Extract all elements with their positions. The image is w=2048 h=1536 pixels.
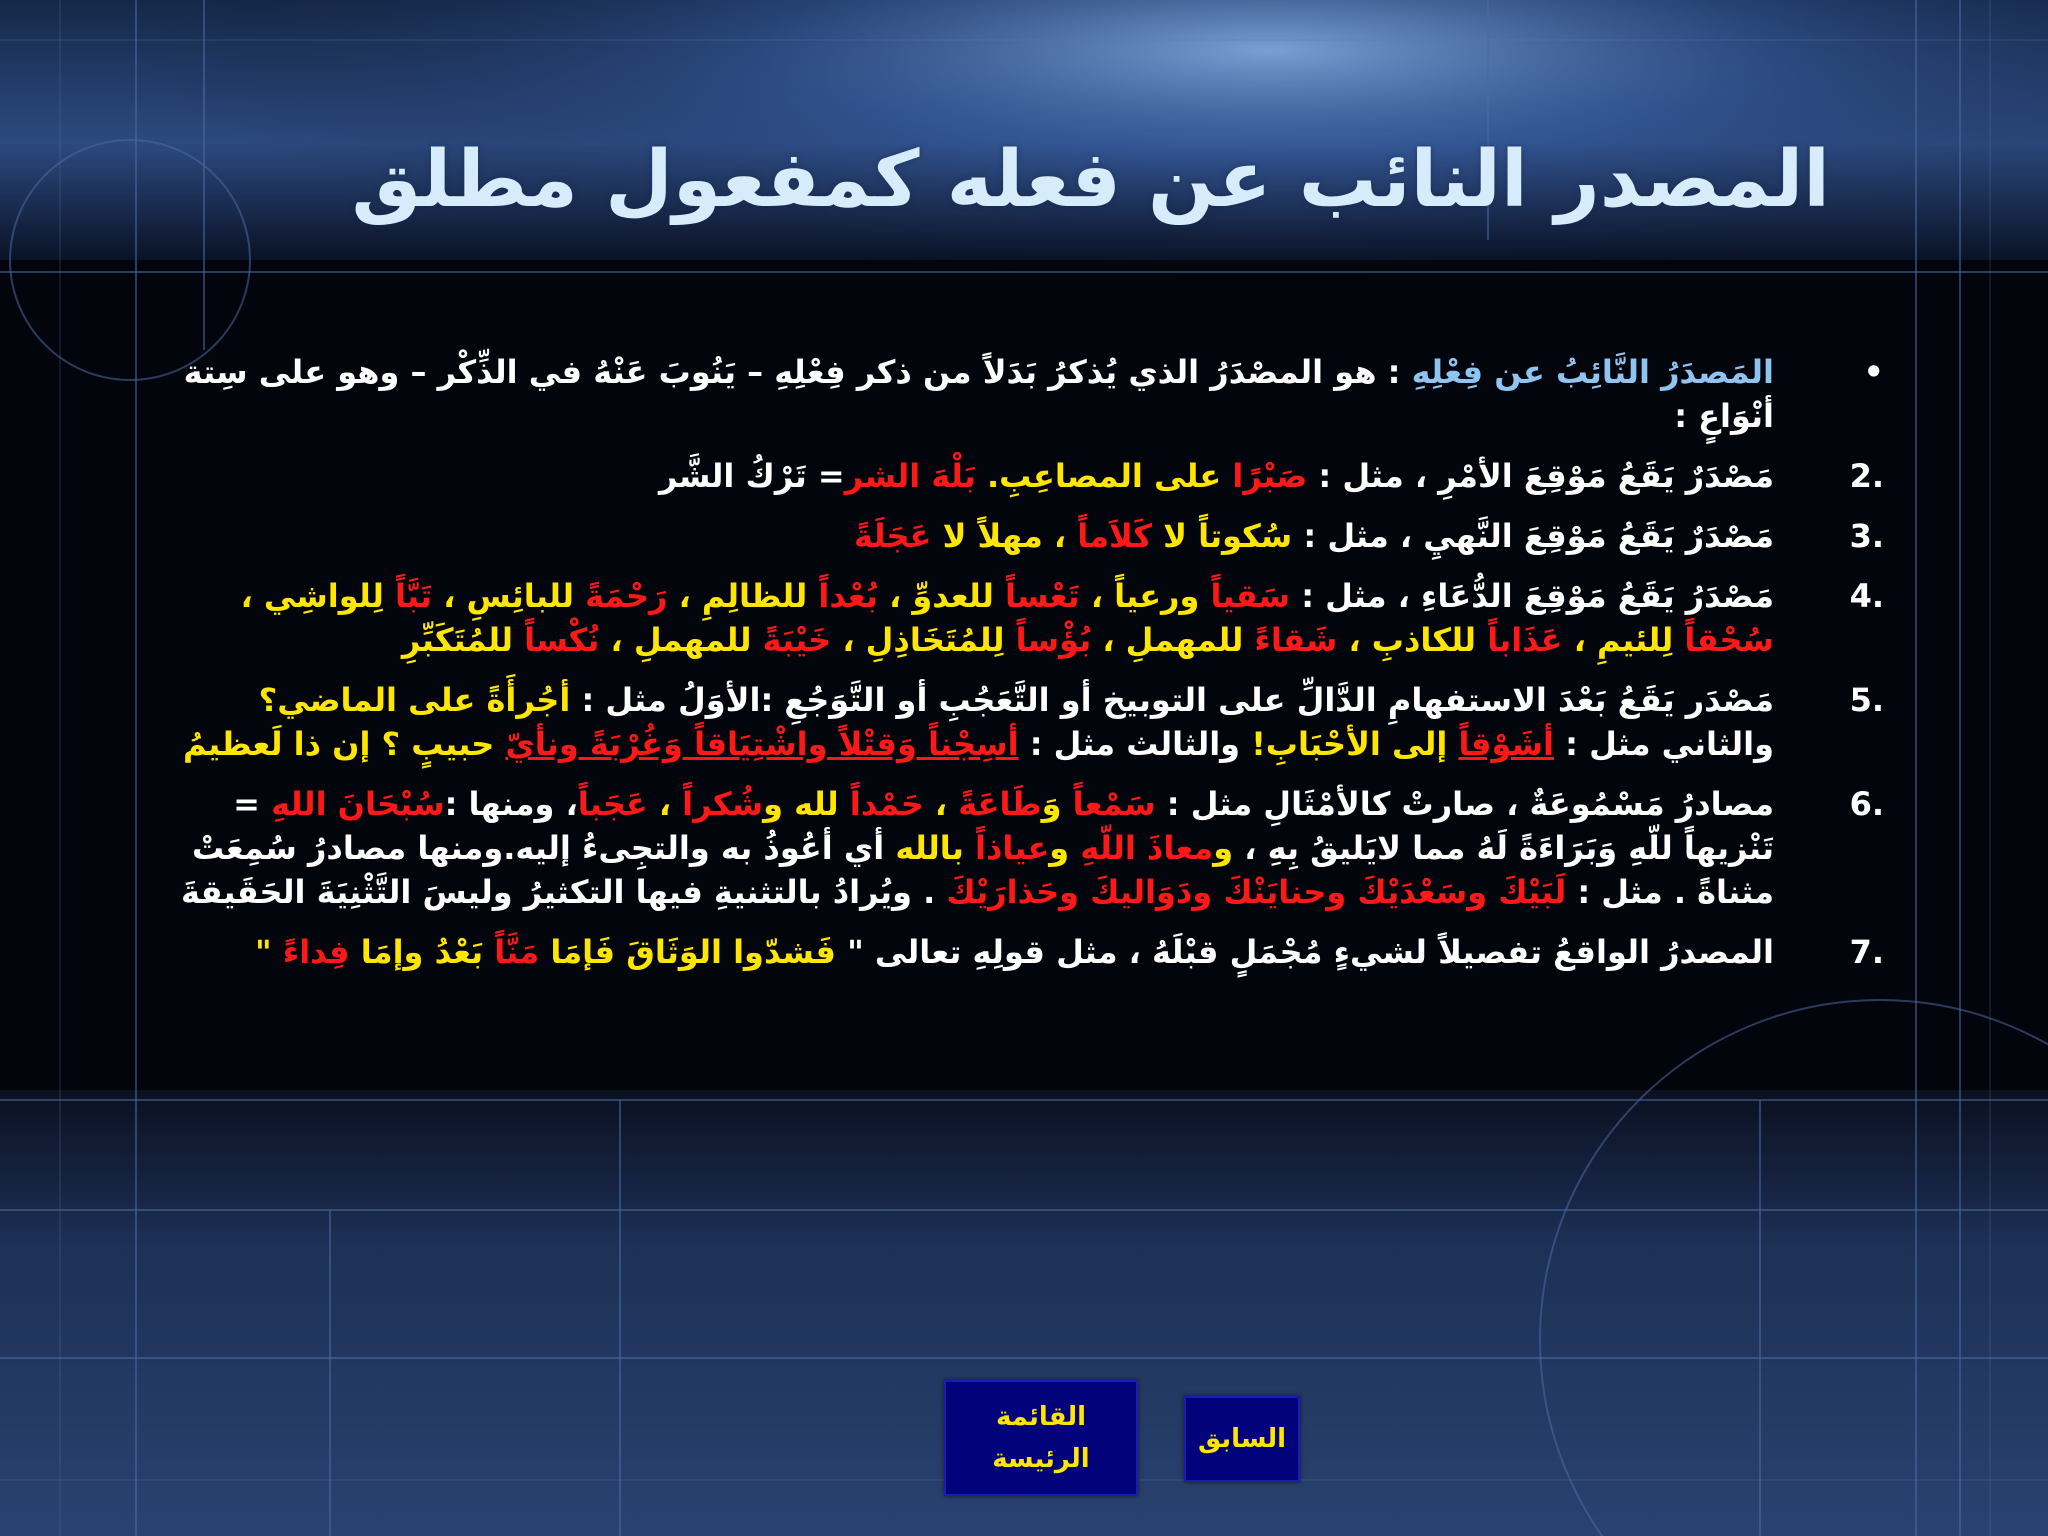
text-segment: بَعْدُ وإمَا (349, 933, 484, 971)
text-segment: طَاعَةً (947, 785, 1042, 823)
text-segment: فَشدّوا الوَثَاقَ فَإمَا (539, 933, 836, 971)
text-segment: إلى الأحْبَابِ! (1240, 725, 1459, 763)
text-segment: سُحْقاً (1673, 621, 1774, 659)
text-segment: سَقياً (1199, 577, 1291, 615)
list-item-text (140, 930, 1814, 974)
text-segment: و (1213, 829, 1234, 867)
text-segment: حَمْداً (838, 785, 924, 823)
text-segment: بُؤْساً (1004, 621, 1092, 659)
text-segment: وَ (1041, 785, 1062, 823)
text-segment: للعدوِّ ، (877, 577, 994, 615)
list-item (140, 930, 1890, 974)
text-segment: حبيبٍ ؟ إن ذا لَعظيمُ (183, 725, 506, 763)
text-segment: مَنَّاً (483, 933, 540, 971)
text-segment: بالله (884, 829, 964, 867)
text-segment: لِلئيمِ ، (1562, 621, 1674, 659)
text-segment: لله و (763, 785, 839, 823)
text-segment: للمهملِ ، (1091, 621, 1244, 659)
text-segment: = تَرْكُ الشَّر (658, 457, 845, 495)
text-segment: معاذَ اللّهِ (1069, 829, 1214, 867)
text-segment: ، (647, 785, 672, 823)
text-segment: لِلمُتَخَاذِلِ ، (831, 621, 1005, 659)
text-segment: على المصاعِبِ. (975, 457, 1222, 495)
list-item (140, 678, 1890, 766)
text-segment: شَقاءً (1243, 621, 1338, 659)
text-segment: المصدرُ الواقعُ تفصيلاً لشيءٍ مُجْمَلٍ قبْلَهُ ، مثل قولِهِ تعالى " (835, 933, 1774, 971)
list-marker: .6 (1849, 785, 1884, 823)
text-segment: صَبْرًا (1221, 457, 1308, 495)
slide-title: المصدر النائب عن فعله كمفعول مطلق (351, 135, 1830, 225)
list-item (140, 350, 1890, 438)
text-segment: فِداءً (271, 933, 350, 971)
list-marker: • (1863, 353, 1884, 391)
text-segment: ، مهلاً لا (931, 517, 1067, 555)
text-segment: المَصدَرُ النَّائِبُ عن فِعْلِهِ (1400, 353, 1774, 391)
text-segment: عياذاً (963, 829, 1050, 867)
text-segment: = تَنْزيهاً للّهِ وَبَرَاءَةً لَهُ مما لايَليقُ بِهِ ، (233, 785, 1774, 867)
text-segment: لِلواشِي ، (240, 577, 384, 615)
list-item-text (140, 782, 1814, 914)
text-segment: للظالِمِ ، (667, 577, 808, 615)
list-item-text (140, 350, 1814, 438)
text-segment: ورعياً ، (1079, 577, 1200, 615)
list-item (140, 454, 1890, 498)
list-item (140, 574, 1890, 662)
list-item-text (140, 678, 1814, 766)
text-segment: عَجَلَةً (854, 517, 932, 555)
text-segment: : هو المصْدَرُ الذي يُذكرُ بَدَلاً من ذكر فِعْلِهِ – يَنُوبَ عَنْهُ في الذِّكْر – وهو على سِتة أنْوَاعٍ : (183, 353, 1774, 435)
text-segment: ، ومنها : (444, 785, 578, 823)
text-segment: ، (923, 785, 948, 823)
text-segment: للمُتَكَبِّرِ (401, 621, 514, 659)
list-marker: .2 (1849, 457, 1884, 495)
list-marker: .4 (1849, 577, 1884, 615)
list-marker: .3 (1849, 517, 1884, 555)
text-segment: أي أعُوذُ به والتجِىءُ إليه.ومنها مصادرُ سُمِعَتْ مثناةً . مثل : (191, 829, 1774, 911)
list-item (140, 782, 1890, 914)
text-segment: شُكراً (671, 785, 764, 823)
list-item (140, 514, 1890, 558)
text-segment: سُكوتاً لا (1151, 517, 1293, 555)
text-segment: للكاذبِ ، (1337, 621, 1477, 659)
text-segment: تَبَّاً (383, 577, 433, 615)
list-item-text (140, 574, 1814, 662)
list-marker: .5 (1849, 681, 1884, 719)
content-list (140, 350, 1890, 990)
text-segment: والثاني مثل : (1554, 725, 1774, 763)
text-segment: . ويُرادُ بالتثنيةِ فيها التكثيرُ وليسَ التَّثْنِيَةَ الحَقَيقةَ (180, 873, 947, 911)
text-segment: رَحْمَةً (573, 577, 668, 615)
text-segment: عَذَاباً (1476, 621, 1563, 659)
text-segment: أسِجْناً وَقتْلاً واشْتِيَاقاً وَغُرْبَةً ونأيّ (505, 725, 1019, 763)
text-segment: مَصْدَرُ يَقَعُ مَوْقِعَ الدُّعَاءِ ، مثل : (1290, 577, 1774, 615)
text-segment: كَلاَماً (1066, 517, 1152, 555)
text-segment: سَمْعاً (1061, 785, 1156, 823)
text-segment: سُبْحَانَ اللهِ (271, 785, 445, 823)
text-segment: أشَوْقاً (1458, 725, 1554, 763)
text-segment: والثالث مثل : (1018, 725, 1241, 763)
text-segment: خَيْبَةً (751, 621, 832, 659)
text-segment: و (1049, 829, 1070, 867)
text-segment: بُعْداً (807, 577, 878, 615)
list-item-text (140, 514, 1814, 558)
text-segment: للمهملِ ، (599, 621, 752, 659)
text-segment: أجُرأَةً على الماضي؟ (258, 681, 571, 719)
text-segment: نُكْساً (513, 621, 600, 659)
text-segment: مَصْدَرٌ يَقَعُ مَوْقِعَ النَّهيِ ، مثل : (1292, 517, 1774, 555)
text-segment: مَصْدَر يَقَعُ بَعْدَ الاستفهامِ الدَّالِّ على التوبيخ أو التَّعَجُبِ أو التَّوَجُعِ :الأوَلُ مثل : (570, 681, 1774, 719)
list-item-text (140, 454, 1814, 498)
main-menu-button[interactable]: القائمة الرئيسة (944, 1380, 1138, 1496)
text-segment: لَبَيْكَ وسَعْدَيْكَ وحنايَنْكَ ودَوَاليكَ وحَذارَيْكَ (946, 873, 1567, 911)
text-segment: للبائِسِ ، (432, 577, 574, 615)
text-segment: بَلْهَ الشر (844, 457, 976, 495)
text-segment: مصادرُ مَسْمُوعَةٌ ، صارتْ كالأمْثَالِ مثل : (1155, 785, 1774, 823)
previous-button[interactable]: السابق (1184, 1396, 1300, 1482)
text-segment: مَصْدَرٌ يَقَعُ مَوْقِعَ الأمْرِ ، مثل : (1307, 457, 1774, 495)
text-segment: تَعْساً (993, 577, 1080, 615)
text-segment: عَجَباً (577, 785, 648, 823)
list-marker: .7 (1849, 933, 1884, 971)
text-segment: " (255, 933, 272, 971)
